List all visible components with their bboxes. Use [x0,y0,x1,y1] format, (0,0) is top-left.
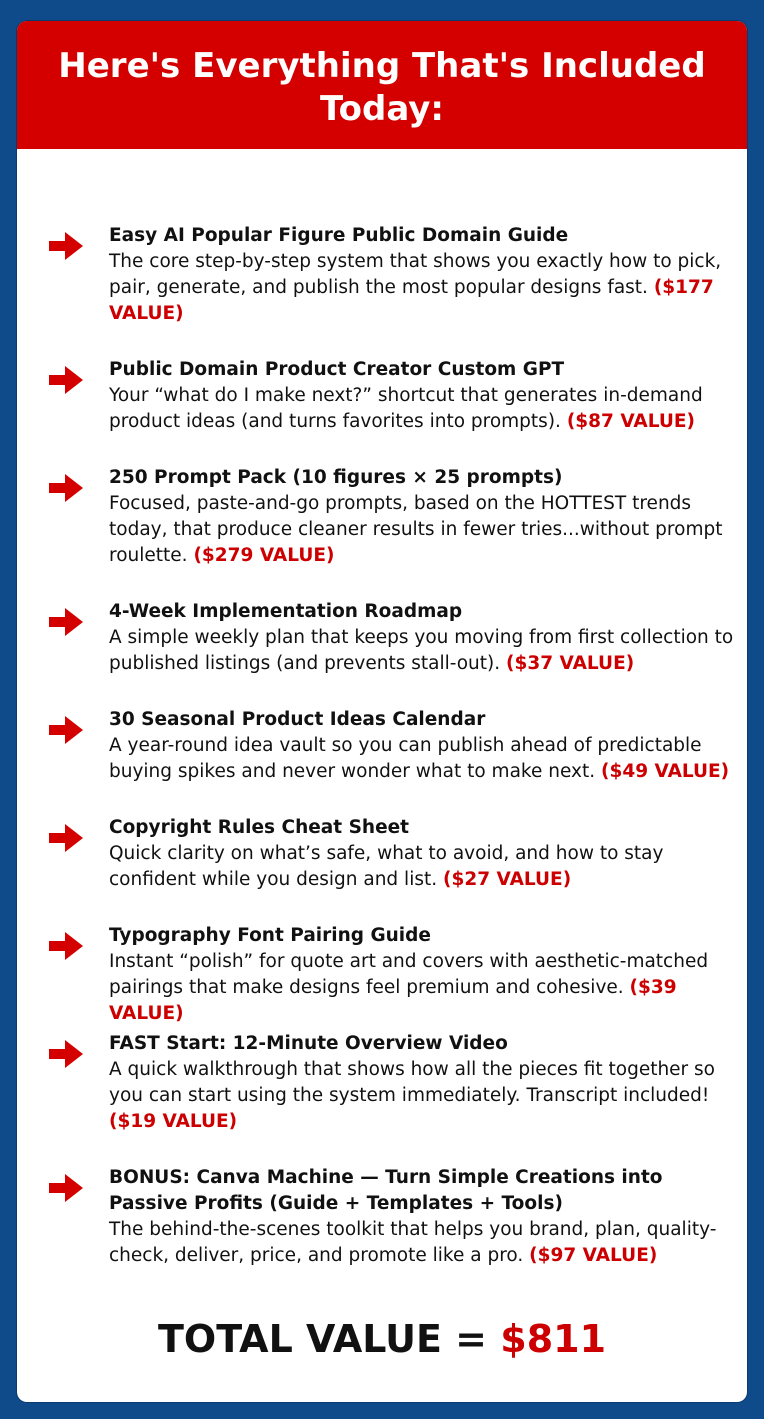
item-value: ($279 VALUE) [193,545,335,566]
item-description: The core step-by-step system that shows you exactly how to pick, pair, generate, and publish the most popular designs fast. [109,251,722,298]
item-text [109,223,734,327]
item-text [109,357,734,435]
total-value [17,1314,747,1364]
included-items-card [17,21,747,1402]
header-title-line2: Today: [319,89,445,129]
item-title: Typography Font Pairing Guide [109,925,431,946]
right-arrow-icon [49,365,83,395]
item-value: ($49 VALUE) [601,761,730,782]
item-description: Focused, paste-and-go prompts, based on the HOTTEST trends today, that produce cleaner results in fewer tries...without prompt roulette. [109,493,723,566]
right-arrow-icon [49,473,83,503]
right-arrow-icon [49,1173,83,1203]
item-text [109,707,734,785]
item-title: BONUS: Canva Machine — Turn Simple Creations into Passive Profits (Guide + Templates + Tools) [109,1167,663,1214]
item-title: Easy AI Popular Figure Public Domain Guide [109,225,569,246]
item-value: ($27 VALUE) [443,869,572,890]
item-text [109,599,734,677]
header-banner [17,21,747,149]
total-amount: $811 [500,1317,607,1361]
total-label: TOTAL VALUE = [157,1317,488,1361]
right-arrow-icon [49,715,83,745]
item-description: A simple weekly plan that keeps you moving from first collection to published listings (and prevents stall-out). [109,627,734,674]
item-title: 30 Seasonal Product Ideas Calendar [109,709,486,730]
right-arrow-icon [49,931,83,961]
right-arrow-icon [49,823,83,853]
item-description: Quick clarity on what’s safe, what to avoid, and how to stay confident while you design and list. [109,843,664,890]
item-value: ($39 VALUE) [109,977,677,1024]
item-title: 4-Week Implementation Roadmap [109,601,463,622]
item-text [109,1031,734,1135]
item-title: Copyright Rules Cheat Sheet [109,817,410,838]
item-description: The behind-the-scenes toolkit that helps you brand, plan, quality-check, deliver, price, and promote like a pro. [109,1219,717,1266]
right-arrow-icon [49,607,83,637]
item-description: Your “what do I make next?” shortcut that generates in-demand product ideas (and turns favorites into prompts). [109,385,703,432]
item-value: ($177 VALUE) [109,277,714,324]
item-text [109,923,734,1027]
item-value: ($97 VALUE) [529,1245,658,1266]
item-text [109,465,734,569]
item-description: A year-round idea vault so you can publish ahead of predictable buying spikes and never wonder what to make next. [109,735,702,782]
right-arrow-icon [49,231,83,261]
item-title: FAST Start: 12-Minute Overview Video [109,1033,508,1054]
item-value: ($37 VALUE) [506,653,635,674]
item-text [109,1165,734,1269]
right-arrow-icon [49,1039,83,1069]
item-value: ($19 VALUE) [109,1111,238,1132]
item-value: ($87 VALUE) [566,411,695,432]
header-title-line1: Here's Everything That's Included [58,46,706,86]
item-description: A quick walkthrough that shows how all the pieces fit together so you can start using the system immediately. Transcript included! [109,1059,716,1106]
item-title: Public Domain Product Creator Custom GPT [109,359,565,380]
item-title: 250 Prompt Pack (10 figures × 25 prompts) [109,467,563,488]
item-text [109,815,734,893]
item-description: Instant “polish” for quote art and covers with aesthetic-matched pairings that make designs feel premium and cohesive. [109,951,709,998]
